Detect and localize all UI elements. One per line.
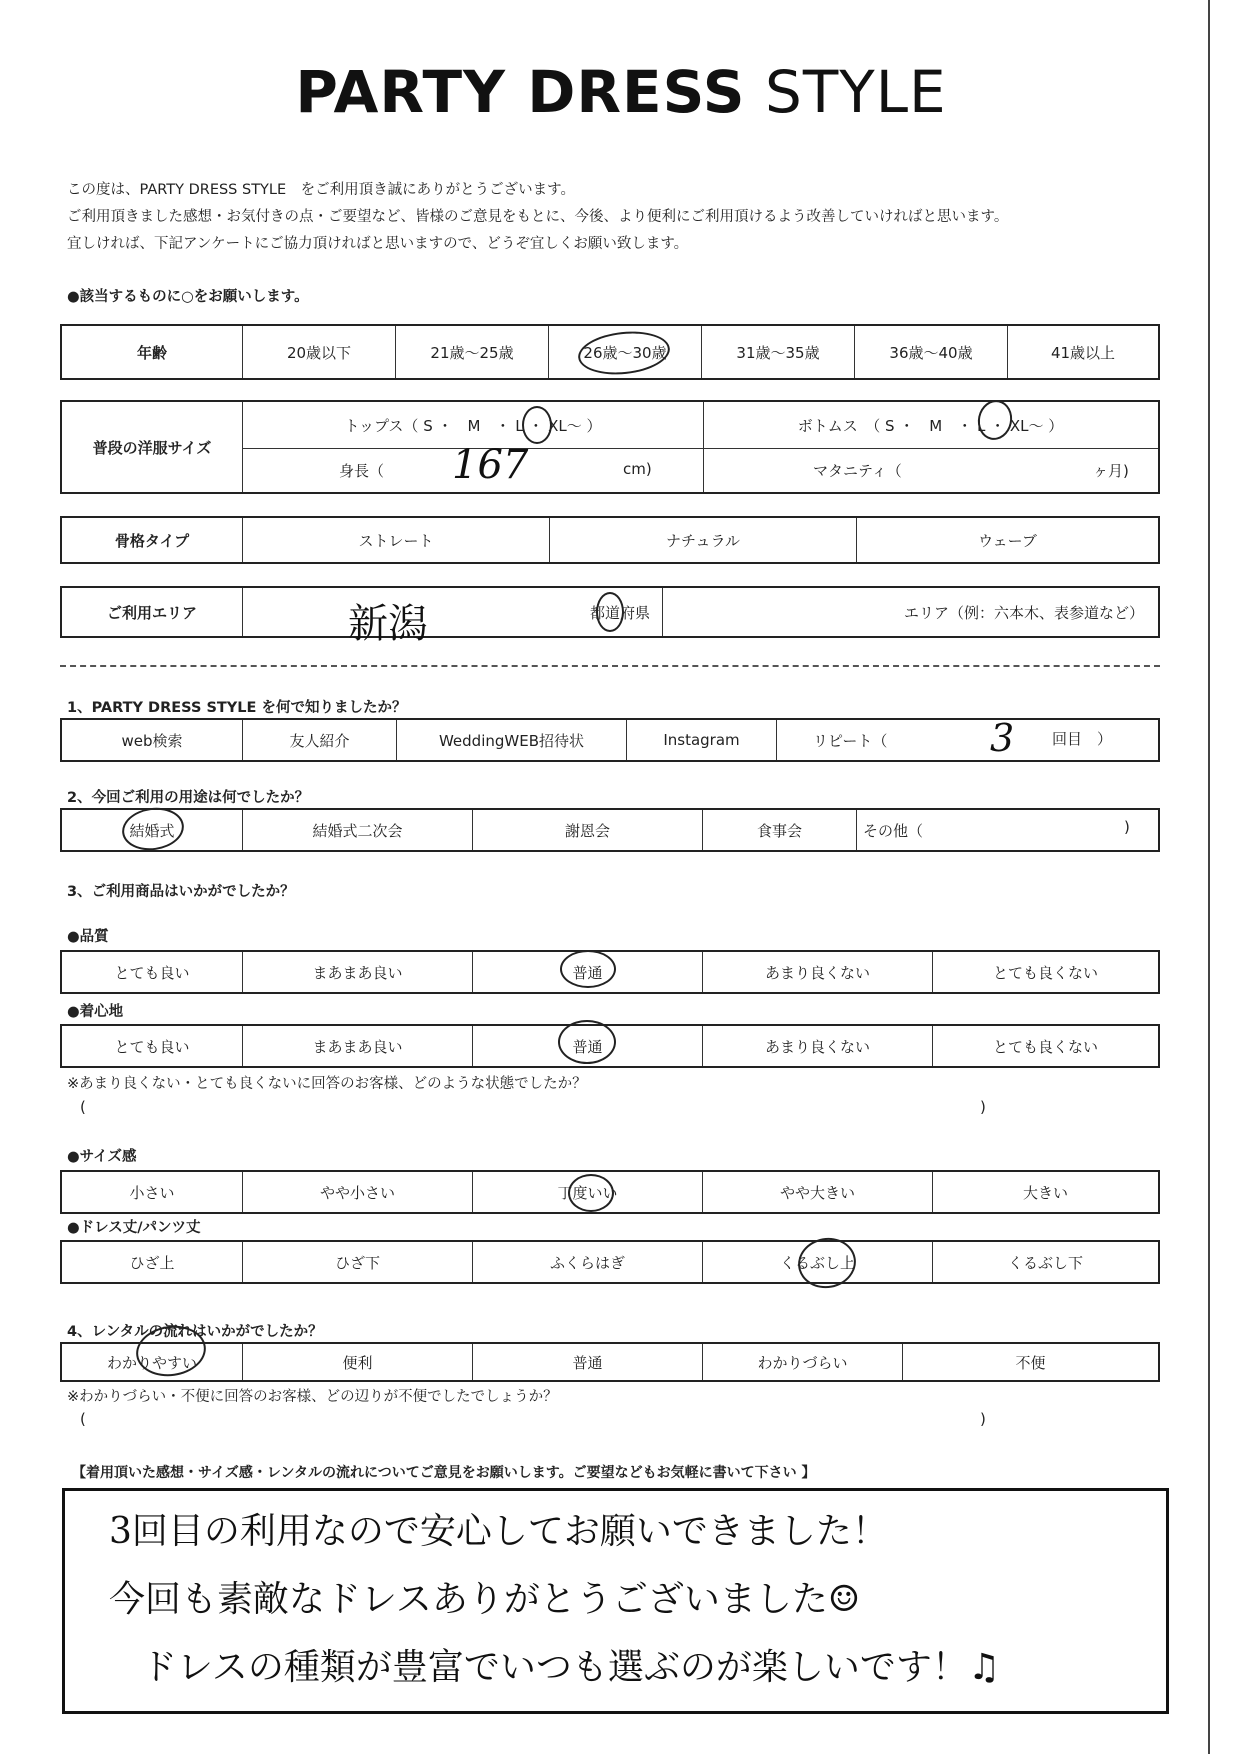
size-feel-option[interactable]: 大きい — [932, 1172, 1158, 1212]
q1-option[interactable]: WeddingWEB招待状 — [396, 720, 626, 760]
q1-repeat-unit: 回目 ） — [1052, 730, 1113, 748]
page-edge-line — [1208, 0, 1210, 1754]
comfort-label: ●着心地 — [67, 1004, 124, 1020]
height-handwritten: 167 — [452, 442, 529, 488]
selection-circle — [568, 1174, 614, 1212]
age-option[interactable]: 21歳～25歳 — [395, 326, 548, 378]
frame-option[interactable]: ストレート — [242, 518, 549, 562]
length-table — [60, 1240, 1160, 1284]
age-option[interactable]: 20歳以下 — [242, 326, 395, 378]
section-divider — [60, 665, 1160, 667]
quality-option[interactable]: 普通 — [472, 952, 702, 992]
q2-other-close: ) — [1124, 818, 1130, 836]
maternity-label: マタニティ（ — [813, 462, 902, 480]
prefecture-handwritten: 新潟 — [348, 601, 428, 647]
selection-circle — [560, 950, 616, 988]
quality-option[interactable]: まあまあ良い — [242, 952, 472, 992]
q4-note: ※わかりづらい・不便に回答のお客様、どの辺りが不便でしたでしょうか？ — [67, 1389, 558, 1405]
q2-option[interactable]: 結婚式 — [129, 821, 175, 840]
bottoms-size[interactable]: ボトムス （ S ・ M ・ L ・ XL～ ） — [797, 416, 1064, 435]
age-option[interactable]: 26歳～30歳 — [548, 326, 701, 378]
q4-option[interactable]: わかりづらい — [702, 1344, 902, 1380]
q4-option[interactable]: わかりやすい — [106, 1353, 197, 1372]
quality-option[interactable]: とても良くない — [932, 952, 1158, 992]
q1-repeat[interactable]: リピート（ — [776, 720, 1158, 760]
length-option[interactable]: くるぶし下 — [932, 1242, 1158, 1282]
area-hint[interactable]: エリア（例：六本木、表参道など） — [662, 588, 1158, 636]
size-feel-option[interactable]: 丁度いい — [472, 1172, 702, 1212]
comfort-option[interactable]: まあまあ良い — [242, 1026, 472, 1066]
q2-table — [60, 808, 1160, 852]
row-divider — [243, 448, 1158, 449]
age-option[interactable]: 31歳～35歳 — [701, 326, 854, 378]
age-option[interactable]: 41歳以上 — [1007, 326, 1158, 378]
quality-bad-note: ※あまり良くない・とても良くないに回答のお客様、どのような状態でしたか？ — [67, 1076, 587, 1092]
comfort-option[interactable]: とても良くない — [932, 1026, 1158, 1066]
length-label: ●ドレス丈/パンツ丈 — [67, 1220, 201, 1236]
selection-circle — [522, 406, 552, 444]
intro-line-1: この度は、PARTY DRESS STYLE をご利用頂き誠にありがとうございます。 — [67, 182, 575, 198]
q1-question: 1、PARTY DRESS STYLE を何で知りましたか？ — [67, 700, 407, 716]
quality-option[interactable]: とても良い — [114, 963, 190, 982]
q1-option[interactable]: 友人紹介 — [242, 720, 396, 760]
circle-instruction: ●該当するものに○をお願いします。 — [67, 289, 309, 305]
size-feel-option[interactable]: 小さい — [129, 1183, 175, 1202]
age-label: 年齢 — [136, 343, 167, 362]
title-bold: PARTY DRESS — [295, 58, 746, 126]
height-unit: cm) — [623, 460, 652, 478]
length-option[interactable]: くるぶし上 — [702, 1242, 932, 1282]
size-grid — [242, 402, 1158, 492]
page-title — [0, 58, 1242, 126]
prefecture-suffix: 都道府県 — [242, 588, 662, 636]
q2-other[interactable]: その他（ — [856, 810, 1158, 850]
q2-option[interactable]: 謝恩会 — [472, 810, 702, 850]
age-option[interactable]: 36歳～40歳 — [854, 326, 1007, 378]
q2-question: 2、今回ご利用の用途は何でしたか？ — [67, 790, 310, 806]
frame-label: 骨格タイプ — [114, 531, 190, 550]
length-option[interactable]: ひざ下 — [242, 1242, 472, 1282]
frame-option[interactable]: ウェーブ — [856, 518, 1158, 562]
q2-option[interactable]: 食事会 — [702, 810, 856, 850]
comment-line: 今回も素敵なドレスありがとうございました☺ — [109, 1579, 861, 1620]
size-feel-label: ●サイズ感 — [67, 1149, 137, 1165]
close-paren: ) — [980, 1098, 986, 1116]
comfort-option[interactable]: 普通 — [472, 1026, 702, 1066]
frame-option[interactable]: ナチュラル — [549, 518, 856, 562]
comfort-option[interactable]: あまり良くない — [702, 1026, 932, 1066]
size-feel-option[interactable]: やや大きい — [702, 1172, 932, 1212]
frame-table — [60, 516, 1160, 564]
comfort-option[interactable]: とても良い — [114, 1037, 190, 1056]
q3-question: 3、ご利用商品はいかがでしたか？ — [67, 884, 295, 900]
intro-line-2: ご利用頂きました感想・お気付きの点・ご要望など、皆様のご意見をもとに、今後、より便利にご利用頂けるよう改善していければと思います。 — [67, 209, 1009, 225]
comment-box[interactable] — [62, 1488, 1169, 1714]
title-light: STYLE — [765, 58, 947, 126]
quality-option[interactable]: あまり良くない — [702, 952, 932, 992]
length-option[interactable]: ふくらはぎ — [472, 1242, 702, 1282]
length-option[interactable]: ひざ上 — [129, 1253, 175, 1272]
q2-option[interactable]: 結婚式二次会 — [242, 810, 472, 850]
q4-option[interactable]: 不便 — [902, 1344, 1158, 1380]
repeat-count-handwritten: 3 — [990, 716, 1015, 760]
comment-line: ドレスの種類が豊富でいつも選ぶのが楽しいです！♫ — [141, 1647, 1001, 1688]
size-label: 普段の洋服サイズ — [92, 438, 212, 457]
selection-circle — [558, 1020, 616, 1064]
area-label: ご利用エリア — [106, 603, 197, 622]
q4-option[interactable]: 普通 — [472, 1344, 702, 1380]
comment-line: 3回目の利用なので安心してお願いできました！ — [109, 1511, 888, 1552]
q4-option[interactable]: 便利 — [242, 1344, 472, 1380]
close-paren: ) — [980, 1410, 986, 1428]
maternity-unit: ヶ月) — [1093, 462, 1129, 480]
q4-table — [60, 1342, 1160, 1382]
height-label: 身長（ — [339, 462, 385, 480]
q1-option[interactable]: web検索 — [121, 731, 183, 750]
q4-question: 4、レンタルの流れはいかがでしたか？ — [67, 1324, 323, 1340]
q1-option[interactable]: Instagram — [626, 720, 776, 760]
selection-circle — [596, 592, 624, 632]
size-feel-option[interactable]: やや小さい — [242, 1172, 472, 1212]
intro-line-3: 宜しければ、下記アンケートにご協力頂ければと思いますので、どうぞ宜しくお願い致します。 — [67, 236, 689, 252]
open-paren: ( — [80, 1098, 86, 1116]
tops-size[interactable]: トップス（ S ・ M ・ L ・ XL～ ） — [344, 416, 602, 435]
quality-label: ●品質 — [67, 929, 109, 945]
open-paren: ( — [80, 1410, 86, 1428]
comments-heading: 【着用頂いた感想・サイズ感・レンタルの流れについてご意見をお願いします。ご要望などもお気軽に書いて下さい 】 — [72, 1465, 816, 1481]
